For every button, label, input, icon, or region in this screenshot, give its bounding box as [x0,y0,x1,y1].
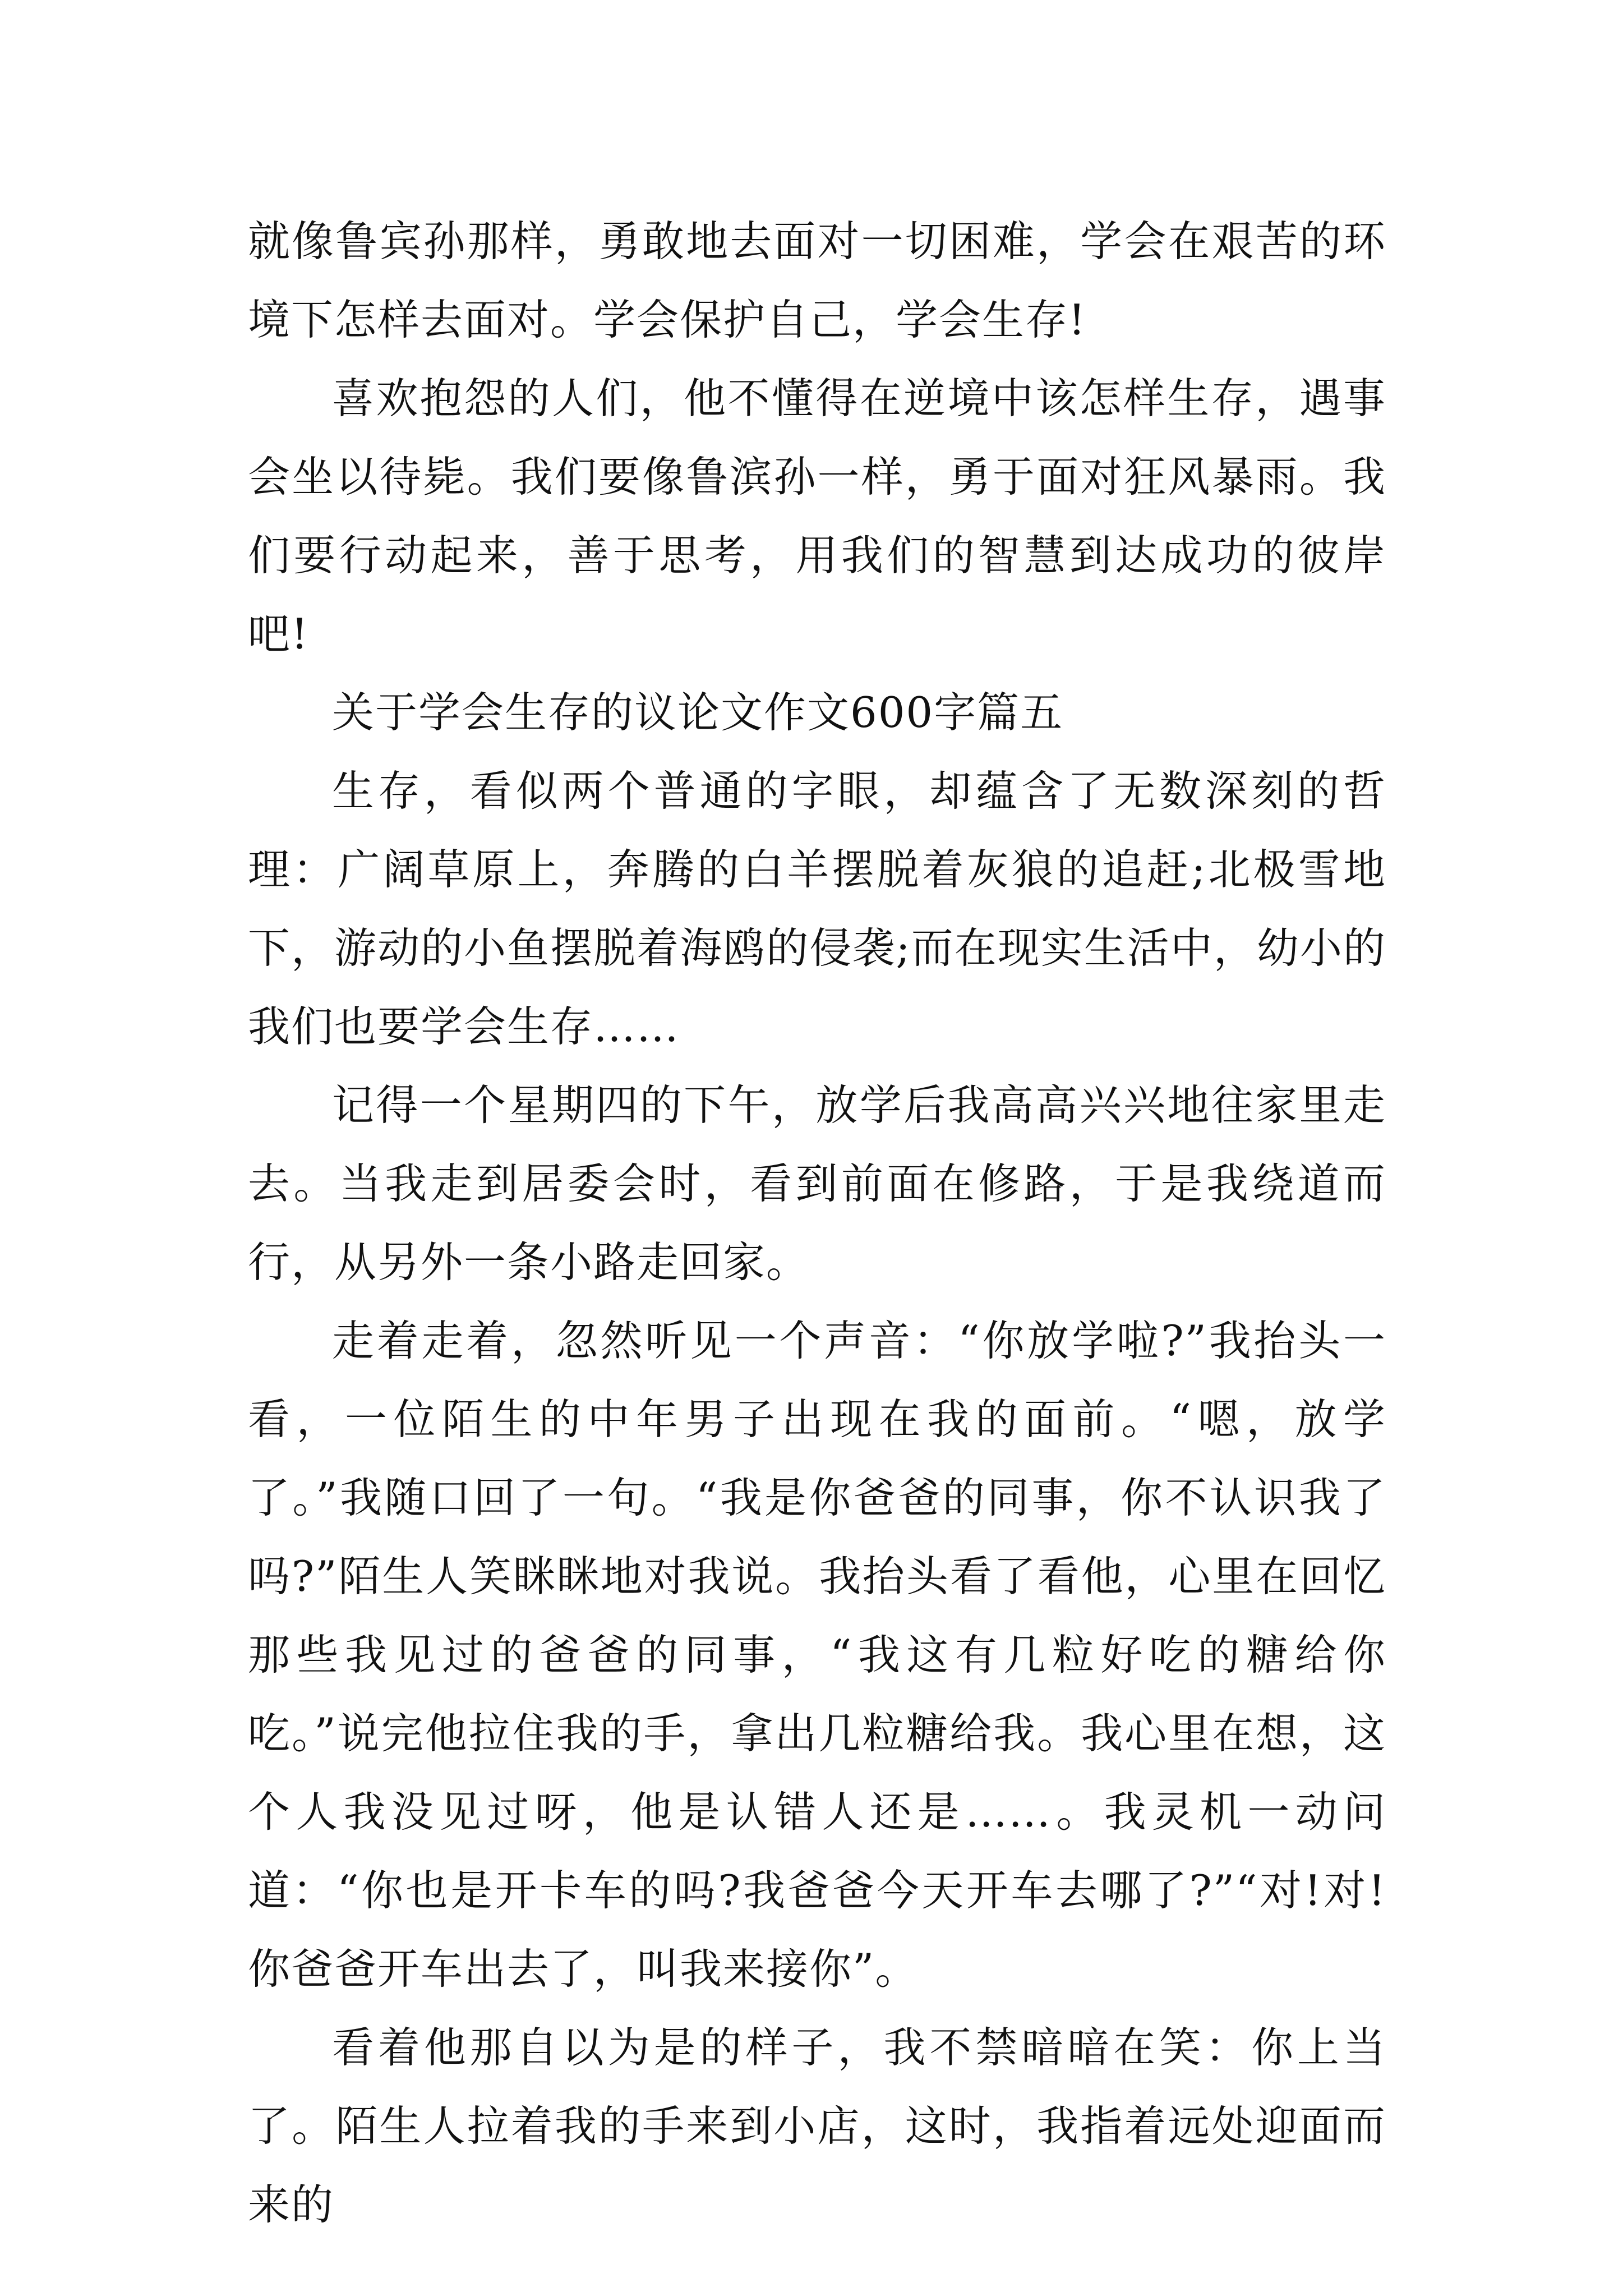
paragraph-3: 生存，看似两个普通的字眼，却蕴含了无数深刻的哲理：广阔草原上，奔腾的白羊摆脱着灰狼的追赶;北极雪地下，游动的小鱼摆脱着海鸥的侵袭;而在现实生活中，幼小的我们也要学会生存…… [248,766,1386,1051]
document-body [248,202,1386,2244]
paragraph-1: 就像鲁宾孙那样，勇敢地去面对一切困难，学会在艰苦的环境下怎样去面对。学会保护自己，学会生存! [248,217,1386,344]
section-heading: 关于学会生存的议论文作文600字篇五 [332,688,1064,737]
paragraph-6: 看着他那自以为是的样子，我不禁暗暗在笑：你上当了。陌生人拉着我的手来到小店，这时，我指着远处迎面而来的 [248,2023,1386,2229]
paragraph-2: 喜欢抱怨的人们，他不懂得在逆境中该怎样生存，遇事会坐以待毙。我们要像鲁滨孙一样，勇于面对狂风暴雨。我们要行动起来，善于思考，用我们的智慧到达成功的彼岸吧! [248,374,1386,659]
paragraph-4: 记得一个星期四的下午，放学后我高高兴兴地往家里走去。当我走到居委会时，看到前面在修路，于是我绕道而行，从另外一条小路走回家。 [248,1080,1386,1287]
paragraph-5: 走着走着，忽然听见一个声音：“你放学啦?”我抬头一看，一位陌生的中年男子出现在我的面前。“嗯，放学了。”我随口回了一句。“我是你爸爸的同事，你不认识我了吗?”陌生人笑眯眯地对我说。我抬头看了看他，心里在回忆那些我见过的爸爸的同事，“我这有几粒好吃的糖给你吃。”说完他拉住我的手，拿出几粒糖给我。我心里在想，这个人我没见过呀，他是认错人还是……。我灵机一动问道：“你也是开卡车的吗?我爸爸今天开车去哪了?”“对!对!你爸爸开车出去了，叫我来接你”。 [248,1316,1386,1994]
